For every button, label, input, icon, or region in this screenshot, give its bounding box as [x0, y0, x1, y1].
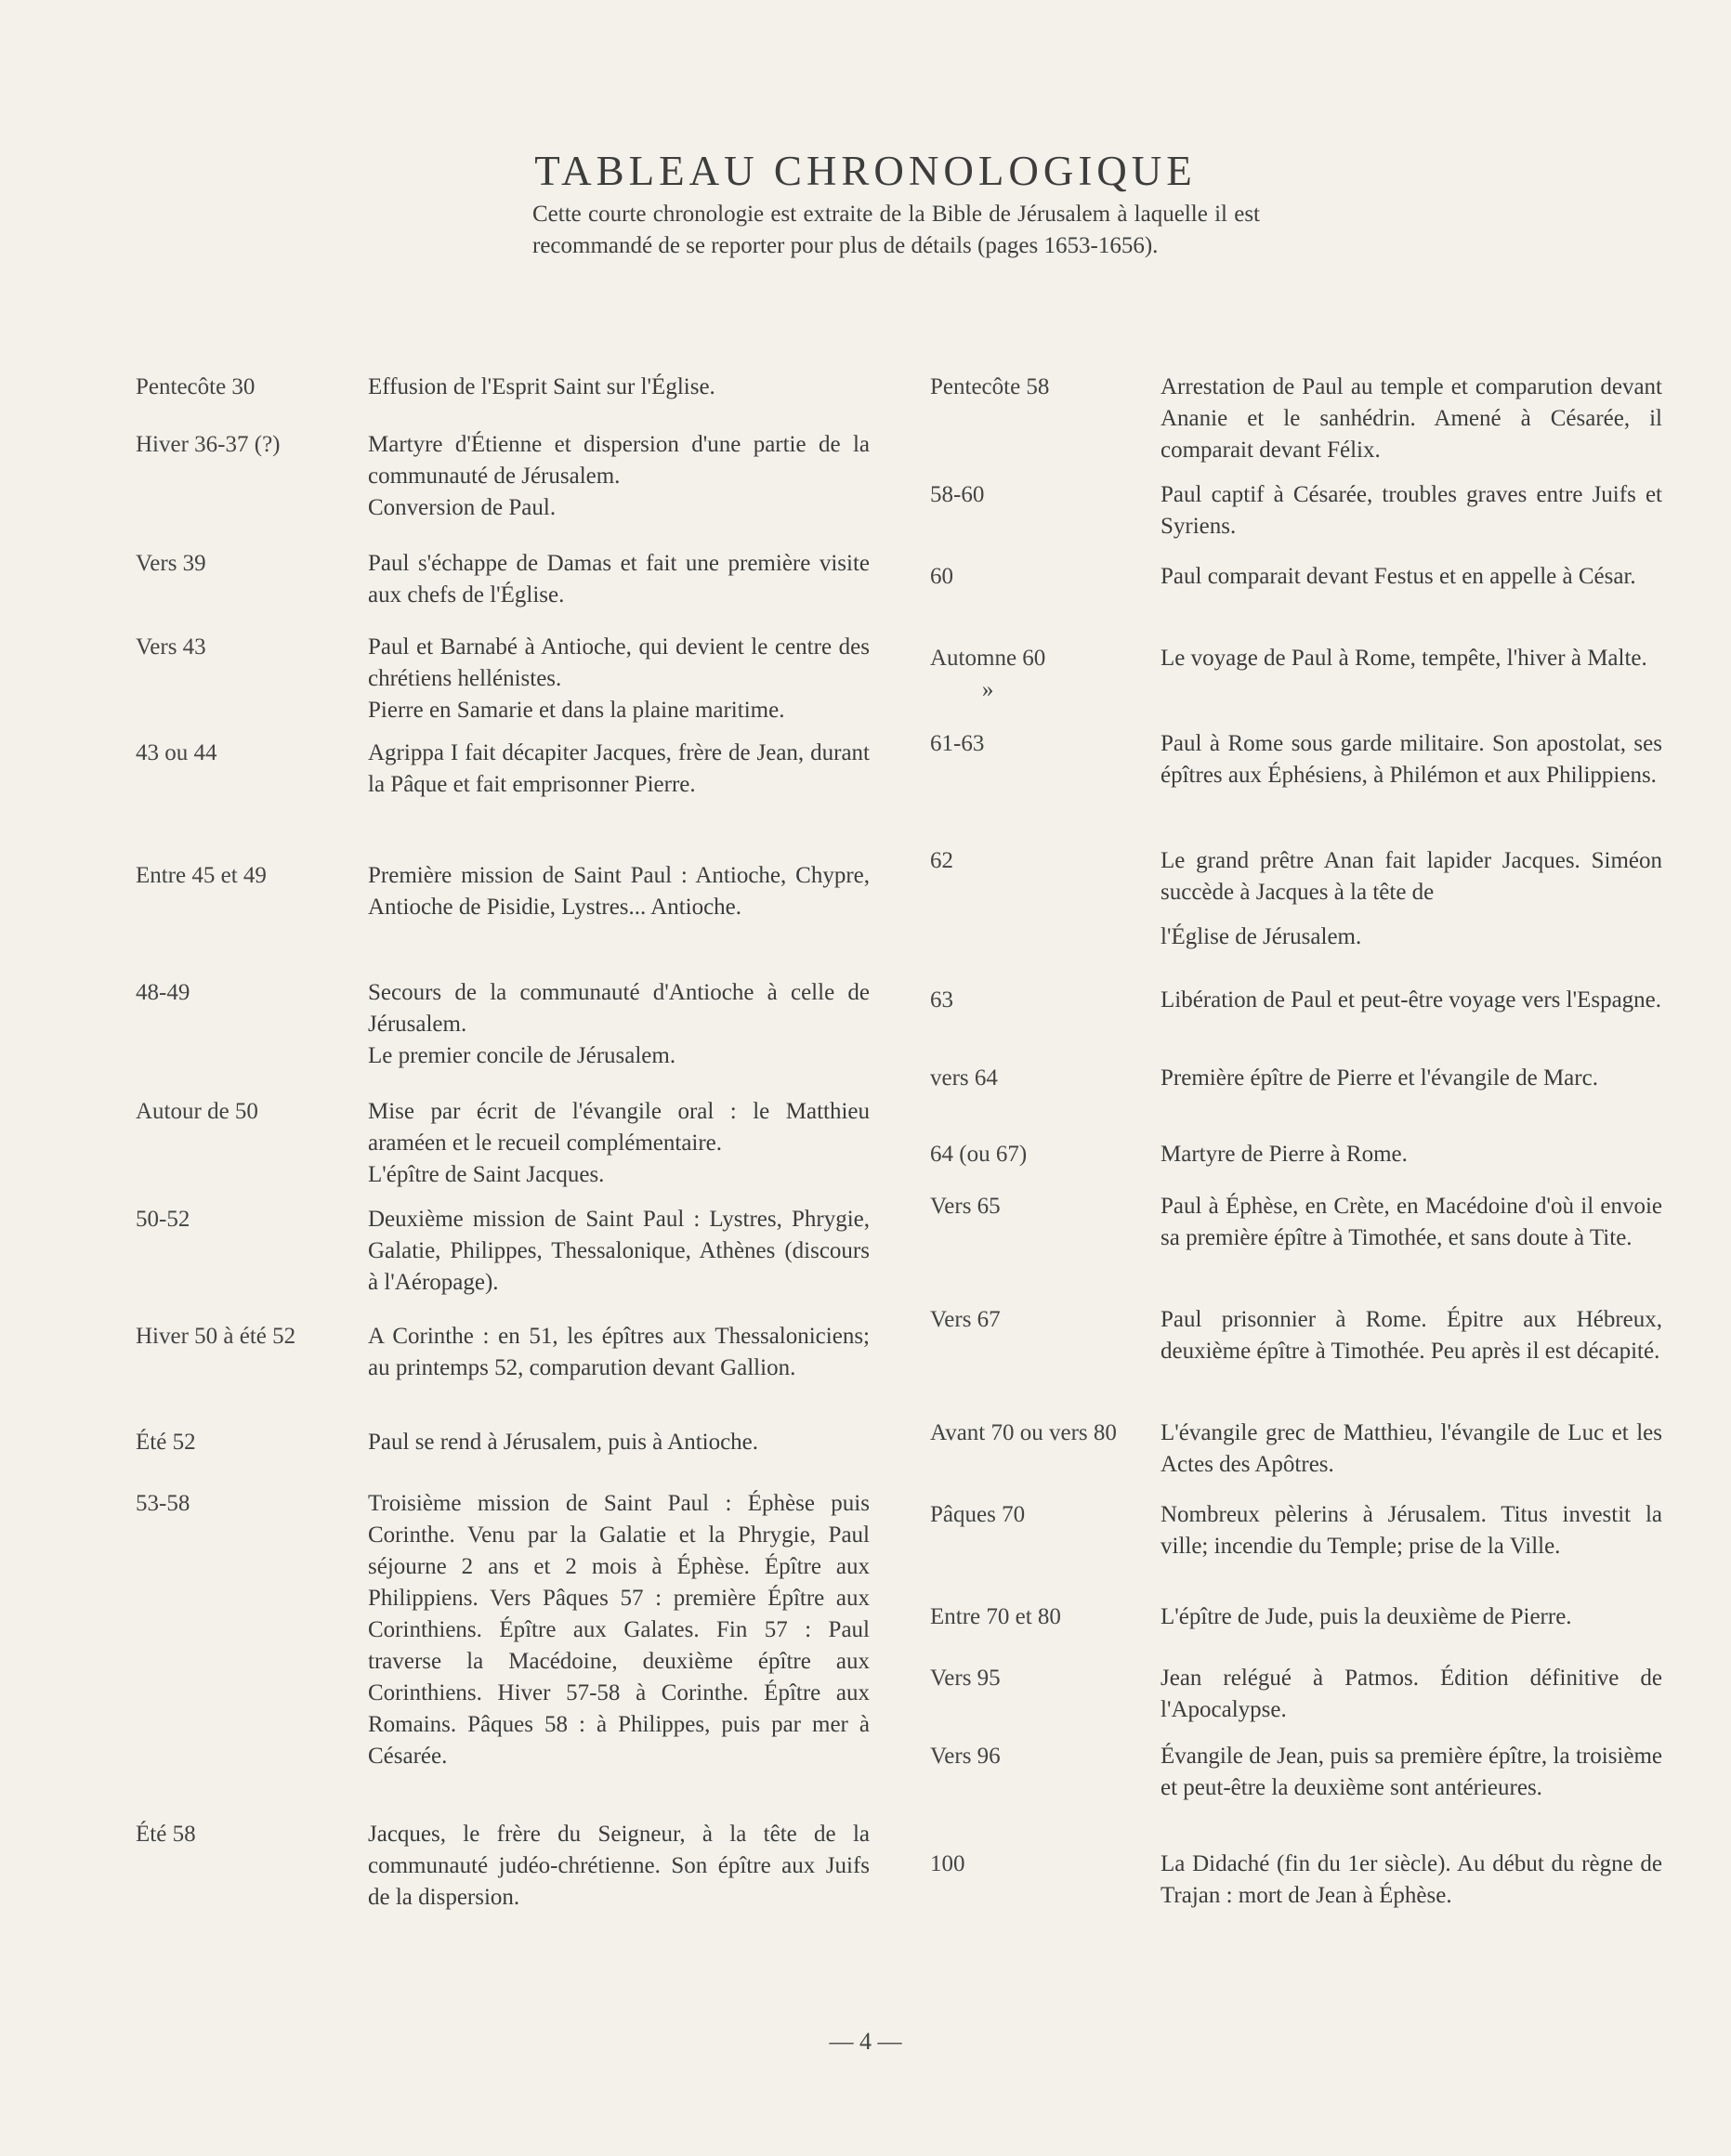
- entry-text: [1161, 479, 1662, 542]
- entry-text: [368, 1096, 870, 1191]
- entry-text: [1161, 643, 1662, 674]
- entry-text: [1161, 845, 1662, 953]
- page-number: — 4 —: [829, 2028, 902, 2055]
- entry-text-line: Première mission de Saint Paul : Antioche, Chypre, Antioche de Pisidie, Lystres... Antioche.: [368, 863, 870, 920]
- entry-text-line: Paul se rend à Jérusalem, puis à Antioche.: [368, 1430, 759, 1455]
- chronology-entry: [136, 632, 870, 726]
- chronology-entry: [930, 1304, 1664, 1367]
- entry-text-line: Secours de la communauté d'Antioche à celle de Jérusalem.: [368, 980, 870, 1037]
- chronology-entry: [930, 1849, 1664, 1912]
- entry-text: [1161, 985, 1662, 1016]
- chronology-entry: [136, 429, 870, 524]
- chronology-entry: [930, 845, 1664, 953]
- entry-text-line: Paul s'échappe de Damas et fait une première visite aux chefs de l'Église.: [368, 551, 870, 608]
- entry-text: [368, 738, 870, 801]
- chronology-entry: [930, 728, 1664, 791]
- chronology-entry: [136, 1096, 870, 1191]
- chronology-entry: [930, 1139, 1664, 1170]
- chronology-entry: [930, 1663, 1664, 1726]
- entry-date: 100: [930, 1851, 965, 1876]
- chronology-entry: [136, 977, 870, 1072]
- entry-text-line: l'Église de Jérusalem.: [1161, 924, 1362, 949]
- entry-date: 63: [930, 987, 953, 1013]
- intro-line: (pages 1653-1656).: [977, 233, 1159, 258]
- entry-date: Pâques 70: [930, 1502, 1026, 1527]
- chronology-entry: [930, 372, 1664, 466]
- entry-date: Hiver 50 à été 52: [136, 1324, 296, 1349]
- entry-text-line: Paul et Barnabé à Antioche, qui devient le centre des chrétiens hellénistes.: [368, 634, 870, 691]
- entry-text-line: Deuxième mission de Saint Paul : Lystres, Phrygie, Galatie, Philippes, Thessalonique, Athènes (discours à l'Aéropage).: [368, 1207, 870, 1295]
- entry-date: Automne 60 »: [930, 646, 1046, 702]
- entry-text-line: Conversion de Paul.: [368, 495, 557, 520]
- entry-date: 62: [930, 848, 953, 873]
- entry-text-line: L'évangile grec de Matthieu, l'évangile de Luc et les Actes des Apôtres.: [1161, 1420, 1662, 1477]
- entry-date: Vers 39: [136, 551, 206, 576]
- entry-text: [368, 372, 870, 403]
- entry-text-line: Pierre en Samarie et dans la plaine maritime.: [368, 698, 785, 723]
- entry-text: [1161, 1063, 1662, 1094]
- entry-text-line: Première épître de Pierre et l'évangile de Marc.: [1161, 1065, 1598, 1091]
- entry-text-line: Nombreux pèlerins à Jérusalem. Titus investit la ville; incendie du Temple; prise de la Ville.: [1161, 1502, 1662, 1559]
- chronology-entry: [136, 1488, 870, 1772]
- entry-date: vers 64: [930, 1065, 998, 1091]
- chronology-entry: [136, 860, 870, 923]
- entry-text: [1161, 1191, 1662, 1254]
- entry-date: Vers 96: [930, 1744, 1001, 1769]
- chronology-entry: [136, 738, 870, 801]
- entry-date: Pentecôte 58: [930, 374, 1050, 399]
- entry-text-line: Mise par écrit de l'évangile oral : le Matthieu araméen et le recueil complémentaire.: [368, 1099, 870, 1156]
- entry-text-line: Troisième mission de Saint Paul : Éphèse puis Corinthe. Venu par la Galatie et la Phrygie, Paul séjourne 2 ans et 2 mois à Éphèse. Épître aux Philippiens. Vers Pâques 57 : première Épître aux Corinthiens. Épître aux Galates. Fin 57 : Paul traverse la Macédoine, deuxième épître aux Corinthiens. Hiver 57-58 à Corinthe. Épître aux Romains. Pâques 58 : à Philippes, puis par mer à Césarée.: [368, 1491, 870, 1769]
- page-title: TABLEAU CHRONOLOGIQUE: [534, 148, 1197, 195]
- entry-text: [1161, 1304, 1662, 1367]
- entry-text: [1161, 1499, 1662, 1562]
- entry-text: [1161, 1741, 1662, 1804]
- entry-text: [1161, 561, 1662, 593]
- entry-text: [1161, 1139, 1662, 1170]
- entry-text: [1161, 1849, 1662, 1912]
- chronology-entry: [930, 1499, 1664, 1562]
- chronology-entry: [136, 1819, 870, 1914]
- entry-text: [1161, 1418, 1662, 1481]
- entry-text: [368, 632, 870, 726]
- entry-date: Été 58: [136, 1822, 196, 1847]
- entry-date: 58-60: [930, 482, 985, 507]
- entry-text-line: La Didaché (fin du 1er siècle). Au début du règne de Trajan : mort de Jean à Éphèse.: [1161, 1851, 1662, 1908]
- entry-date: Entre 45 et 49: [136, 863, 267, 888]
- entry-text-line: Évangile de Jean, puis sa première épître, la troisième et peut-être la deuxième sont antérieures.: [1161, 1744, 1662, 1800]
- chronology-entry: [930, 1601, 1664, 1633]
- entry-date: Été 52: [136, 1430, 196, 1455]
- entry-date: 53-58: [136, 1491, 190, 1516]
- chronology-entry: [930, 985, 1664, 1016]
- entry-date: Pentecôte 30: [136, 374, 256, 399]
- entry-text-line: Libération de Paul et peut-être voyage vers l'Espagne.: [1161, 987, 1662, 1013]
- entry-date: Vers 43: [136, 634, 206, 660]
- entry-text: [368, 1819, 870, 1914]
- entry-text-line: Paul comparait devant Festus et en appelle à César.: [1161, 564, 1636, 589]
- entry-text: [368, 1488, 870, 1772]
- entry-date: Vers 67: [930, 1307, 1001, 1332]
- entry-text-line: Paul prisonnier à Rome. Épitre aux Hébreux, deuxième épître à Timothée. Peu après il est décapité.: [1161, 1307, 1662, 1364]
- entry-text-line: Paul à Éphèse, en Crète, en Macédoine d'où il envoie sa première épître à Timothée, et sans doute à Tite.: [1161, 1194, 1662, 1250]
- chronology-entry: [136, 548, 870, 611]
- chronology-entry: [136, 1427, 870, 1458]
- entry-date: Hiver 36-37 (?): [136, 432, 281, 457]
- entry-text-line: Martyre de Pierre à Rome.: [1161, 1142, 1408, 1167]
- entry-text: [1161, 728, 1662, 791]
- entry-text-line: Jean relégué à Patmos. Édition définitive de l'Apocalypse.: [1161, 1666, 1662, 1722]
- entry-text-line: Jacques, le frère du Seigneur, à la tête de la communauté judéo-chrétienne. Son épître aux Juifs de la dispersion.: [368, 1822, 870, 1910]
- entry-text-line: Effusion de l'Esprit Saint sur l'Église.: [368, 374, 715, 399]
- intro-line: Cette courte chronologie est extraite de la Bible de Jérusalem: [532, 202, 1111, 227]
- entry-date: 64 (ou 67): [930, 1142, 1028, 1167]
- entry-date: Vers 95: [930, 1666, 1001, 1691]
- entry-text: [368, 860, 870, 923]
- entry-date: 48-49: [136, 980, 190, 1005]
- chronology-entry: [136, 1204, 870, 1299]
- intro-paragraph: [532, 199, 1260, 262]
- entry-text-line: Paul captif à Césarée, troubles graves entre Juifs et Syriens.: [1161, 482, 1662, 539]
- chronology-entry: [136, 1321, 870, 1384]
- entry-text-line: Martyre d'Étienne et dispersion d'une partie de la communauté de Jérusalem.: [368, 432, 870, 489]
- entry-text-line: L'épître de Saint Jacques.: [368, 1162, 605, 1187]
- chronology-entry: [930, 643, 1664, 702]
- chronology-entry: [930, 1063, 1664, 1094]
- intro-line: à laquelle il est recommandé de se reporter pour plus de détails: [532, 202, 1260, 258]
- entry-text-line: Agrippa I fait décapiter Jacques, frère de Jean, durant la Pâque et fait emprisonner Pierre.: [368, 740, 870, 797]
- entry-date: Autour de 50: [136, 1099, 258, 1124]
- entry-text-line: Le premier concile de Jérusalem.: [368, 1043, 676, 1068]
- chronology-entry: [930, 1191, 1664, 1254]
- entry-text: [1161, 372, 1662, 466]
- entry-text: [368, 1427, 870, 1458]
- chronology-entry: [930, 479, 1664, 542]
- entry-date: 50-52: [136, 1207, 190, 1232]
- entry-text: [368, 977, 870, 1072]
- entry-text-line: Paul à Rome sous garde militaire. Son apostolat, ses épîtres aux Éphésiens, à Philémon et aux Philippiens.: [1161, 731, 1662, 788]
- entry-text-line: Le voyage de Paul à Rome, tempête, l'hiver à Malte.: [1161, 646, 1647, 671]
- chronology-entry: [930, 1418, 1664, 1481]
- chronology-entry: [136, 372, 870, 403]
- entry-date: 43 ou 44: [136, 740, 217, 765]
- chronology-entry: [930, 561, 1664, 593]
- chronology-entry: [930, 1741, 1664, 1804]
- entry-text-line: Le grand prêtre Anan fait lapider Jacques. Siméon succède à Jacques à la tête de: [1161, 848, 1662, 905]
- entry-date: Vers 65: [930, 1194, 1001, 1219]
- entry-text: [368, 548, 870, 611]
- entry-text-line: L'épître de Jude, puis la deuxième de Pierre.: [1161, 1604, 1572, 1629]
- entry-text-line: Arrestation de Paul au temple et comparution devant Ananie et le sanhédrin. Amené à Césarée, il comparait devant Félix.: [1161, 374, 1662, 463]
- entry-date: Avant 70 ou vers 80: [930, 1420, 1117, 1445]
- entry-text: [368, 1321, 870, 1384]
- entry-text-line: A Corinthe : en 51, les épîtres aux Thessaloniciens; au printemps 52, comparution devant Gallion.: [368, 1324, 870, 1380]
- entry-date: 60: [930, 564, 953, 589]
- entry-text: [368, 429, 870, 524]
- entry-text: [1161, 1601, 1662, 1633]
- entry-text: [368, 1204, 870, 1299]
- entry-date: Entre 70 et 80: [930, 1604, 1061, 1629]
- entry-date: 61-63: [930, 731, 985, 756]
- entry-text: [1161, 1663, 1662, 1726]
